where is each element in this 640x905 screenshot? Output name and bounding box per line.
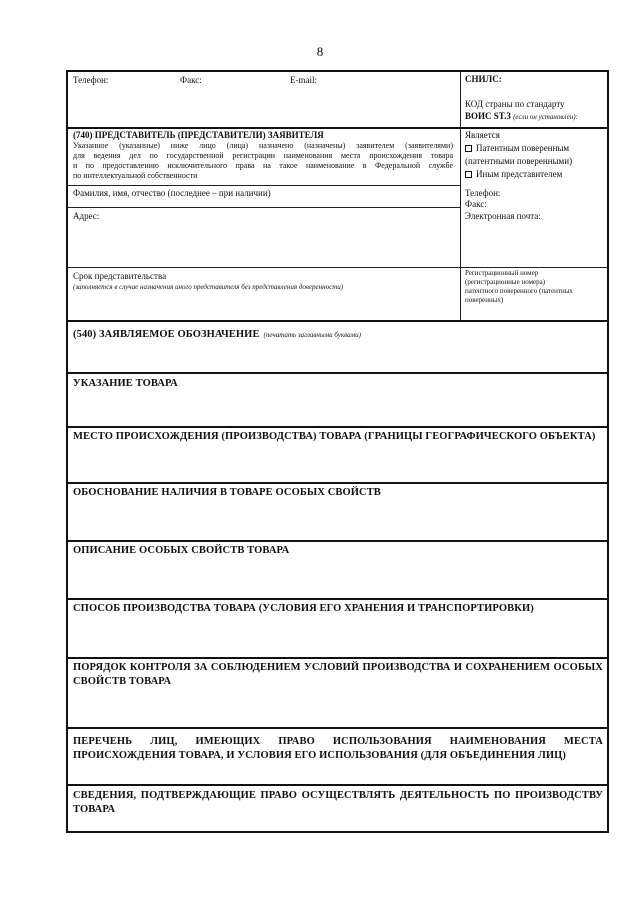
control-heading-line: ПОРЯДОК КОНТРОЛЯ ЗА СОБЛЮДЕНИЕМ УСЛОВИЙ ПРОИЗВОДСТВА И СОХРАНЕНИЕМ ОСОБЫХ <box>73 662 603 673</box>
divider-goods <box>68 372 607 374</box>
representative-description-line: Указанное (указанные) ниже лицо (лица) назначено (назначены) заявителем (заявителями) <box>73 141 453 150</box>
representative-name-label[interactable]: Фамилия, имя, отчество (последнее – при наличии) <box>73 188 271 198</box>
other-representative-label: Иным представителем <box>476 169 563 179</box>
representative-status-label: Является <box>465 130 500 140</box>
origin-section-heading[interactable]: МЕСТО ПРОИСХОЖДЕНИЯ (ПРОИЗВОДСТВА) ТОВАРА (ГРАНИЦЫ ГЕОГРАФИЧЕСКОГО ОБЪЕКТА) <box>73 431 596 442</box>
representative-description <box>73 141 453 181</box>
production-method-section-heading[interactable]: СПОСОБ ПРОИЗВОДСТВА ТОВАРА (УСЛОВИЯ ЕГО ХРАНЕНИЯ И ТРАНСПОРТИРОВКИ) <box>73 603 534 614</box>
representative-heading: (740) ПРЕДСТАВИТЕЛЬ (ПРЕДСТАВИТЕЛИ) ЗАЯВИТЕЛЯ <box>73 130 324 140</box>
representative-description-line: по интеллектуальной собственности <box>73 171 198 180</box>
designation-section[interactable] <box>73 324 361 342</box>
representative-description-line: для ведения дел по государственной регистрации наименования места происхождения товара <box>73 151 453 160</box>
country-code-standard <box>465 111 578 122</box>
applicant-email-label[interactable]: E-mail: <box>290 75 317 85</box>
registration-number-line: патентного поверенного (патентных <box>465 287 573 295</box>
option-other-representative[interactable] <box>465 169 562 180</box>
page-number: 8 <box>316 44 324 59</box>
divider-term <box>68 267 607 268</box>
divider-name <box>68 185 460 186</box>
registration-number-label <box>465 269 605 305</box>
control-section-heading[interactable] <box>73 661 603 689</box>
properties-section-heading[interactable]: ОПИСАНИЕ ОСОБЫХ СВОЙСТВ ТОВАРА <box>73 545 290 556</box>
representative-email-label[interactable]: Электронная почта: <box>465 211 541 221</box>
persons-heading-line: ПЕРЕЧЕНЬ ЛИЦ, ИМЕЮЩИХ ПРАВО ИСПОЛЬЗОВАНИЯ НАИМЕНОВАНИЯ МЕСТА <box>73 736 603 747</box>
representative-description-line: и по предоставлению исключительного права на такое наименование в Федеральной службе <box>73 161 453 170</box>
rights-heading-line: СВЕДЕНИЯ, ПОДТВЕРЖДАЮЩИЕ ПРАВО ОСУЩЕСТВЛЯТЬ ДЕЯТЕЛЬНОСТЬ ПО ПРОИЗВОДСТВУ <box>73 790 603 801</box>
application-form-frame <box>66 70 609 833</box>
divider-contacts <box>68 127 607 129</box>
registration-number-line: Регистрационный номер <box>465 269 539 277</box>
divider-origin <box>68 426 607 428</box>
divider-designation <box>68 320 607 322</box>
patent-attorney-label: Патентным поверенным <box>476 143 570 153</box>
designation-note: (печатать заглавными буквами) <box>263 331 361 339</box>
divider-address <box>68 207 460 208</box>
patent-attorney-checkbox[interactable] <box>465 145 472 152</box>
wipo-standard: ВОИС ST.3 <box>465 111 511 121</box>
option-patent-attorney[interactable] <box>465 143 569 154</box>
divider-persons <box>68 727 607 729</box>
column-divider <box>460 72 461 320</box>
divider-justification <box>68 482 607 484</box>
persons-section-heading[interactable] <box>73 735 603 763</box>
rights-heading-line: ТОВАРА <box>73 804 116 815</box>
control-heading-line: СВОЙСТВ ТОВАРА <box>73 676 172 687</box>
divider-rights <box>68 784 607 786</box>
divider-properties <box>68 540 607 542</box>
representation-term-label[interactable]: Срок представительства <box>73 271 167 281</box>
rights-section-heading[interactable] <box>73 789 603 817</box>
persons-heading-line: ПРОИСХОЖДЕНИЯ ТОВАРА, И УСЛОВИЯ ЕГО ИСПОЛЬЗОВАНИЯ (ДЛЯ ОБЪЕДИНЕНИЯ ЛИЦ) <box>73 750 566 761</box>
applicant-phone-label[interactable]: Телефон: <box>73 75 109 85</box>
registration-number-line: (регистрационные номера) <box>465 278 546 286</box>
designation-heading: (540) ЗАЯВЛЯЕМОЕ ОБОЗНАЧЕНИЕ <box>73 329 260 340</box>
representative-address-label[interactable]: Адрес: <box>73 211 100 221</box>
snils-label[interactable]: СНИЛС: <box>465 74 502 84</box>
representative-fax-label[interactable]: Факс: <box>465 199 487 209</box>
country-code-note: (если он установлен): <box>513 113 578 121</box>
representative-phone-label[interactable]: Телефон: <box>465 188 501 198</box>
representation-term-note: (заполняется в случае назначения иного представителя без представления доверенности) <box>73 283 344 291</box>
divider-control <box>68 657 607 659</box>
goods-section-heading[interactable]: УКАЗАНИЕ ТОВАРА <box>73 378 178 389</box>
country-code-label: КОД страны по стандарту <box>465 99 565 109</box>
other-representative-checkbox[interactable] <box>465 171 472 178</box>
patent-attorney-plural-label: (патентными поверенными) <box>465 156 573 166</box>
registration-number-line: поверенных) <box>465 296 504 304</box>
justification-section-heading[interactable]: ОБОСНОВАНИЕ НАЛИЧИЯ В ТОВАРЕ ОСОБЫХ СВОЙСТВ <box>73 487 381 498</box>
applicant-fax-label[interactable]: Факс: <box>180 75 202 85</box>
divider-production <box>68 598 607 600</box>
